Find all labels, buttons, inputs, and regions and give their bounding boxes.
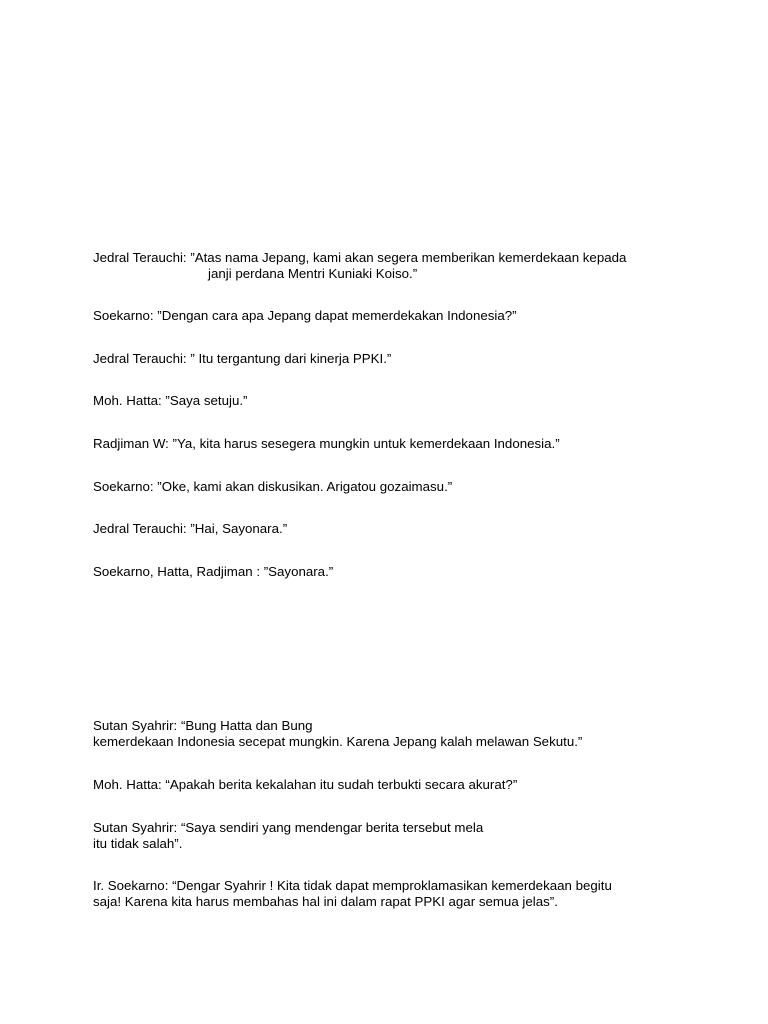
dialogue-line-soekarno-3: Ir. Soekarno: “Dengar Syahrir ! Kita tidak dapat memproklamasikan kemerdekaan begitu [93,878,612,893]
dialogue-line-terauchi-2: Jedral Terauchi: ” Itu tergantung dari kinerja PPKI.” [93,351,392,366]
dialogue-line-syahrir-2: Sutan Syahrir: “Saya sendiri yang mendengar berita tersebut mela [93,820,484,835]
dialogue-line-syahrir-2-continued: itu tidak salah”. [93,836,183,851]
dialogue-line-hatta-2: Moh. Hatta: “Apakah berita kekalahan itu sudah terbukti secara akurat?” [93,777,518,792]
dialogue-line-soekarno-2: Soekarno: ”Oke, kami akan diskusikan. Arigatou gozaimasu.” [93,479,453,494]
dialogue-line-group-1: Soekarno, Hatta, Radjiman : ”Sayonara.” [93,564,334,579]
dialogue-line-terauchi-1-continued: janji perdana Mentri Kuniaki Koiso.” [208,266,418,281]
dialogue-line-syahrir-1: Sutan Syahrir: “Bung Hatta dan Bung [93,718,313,733]
dialogue-line-radjiman-1: Radjiman W: ”Ya, kita harus sesegera mungkin untuk kemerdekaan Indonesia.” [93,436,560,451]
dialogue-line-soekarno-1: Soekarno: ”Dengan cara apa Jepang dapat memerdekakan Indonesia?” [93,308,517,323]
dialogue-line-soekarno-3-continued: saja! Karena kita harus membahas hal ini dalam rapat PPKI agar semua jelas”. [93,894,558,909]
dialogue-line-syahrir-1-continued: kemerdekaan Indonesia secepat mungkin. Karena Jepang kalah melawan Sekutu.” [93,734,583,749]
dialogue-line-terauchi-3: Jedral Terauchi: ”Hai, Sayonara.” [93,521,288,536]
dialogue-line-hatta-1: Moh. Hatta: ”Saya setuju.” [93,393,248,408]
dialogue-line-terauchi-1: Jedral Terauchi: ”Atas nama Jepang, kami akan segera memberikan kemerdekaan kepada [93,250,627,265]
